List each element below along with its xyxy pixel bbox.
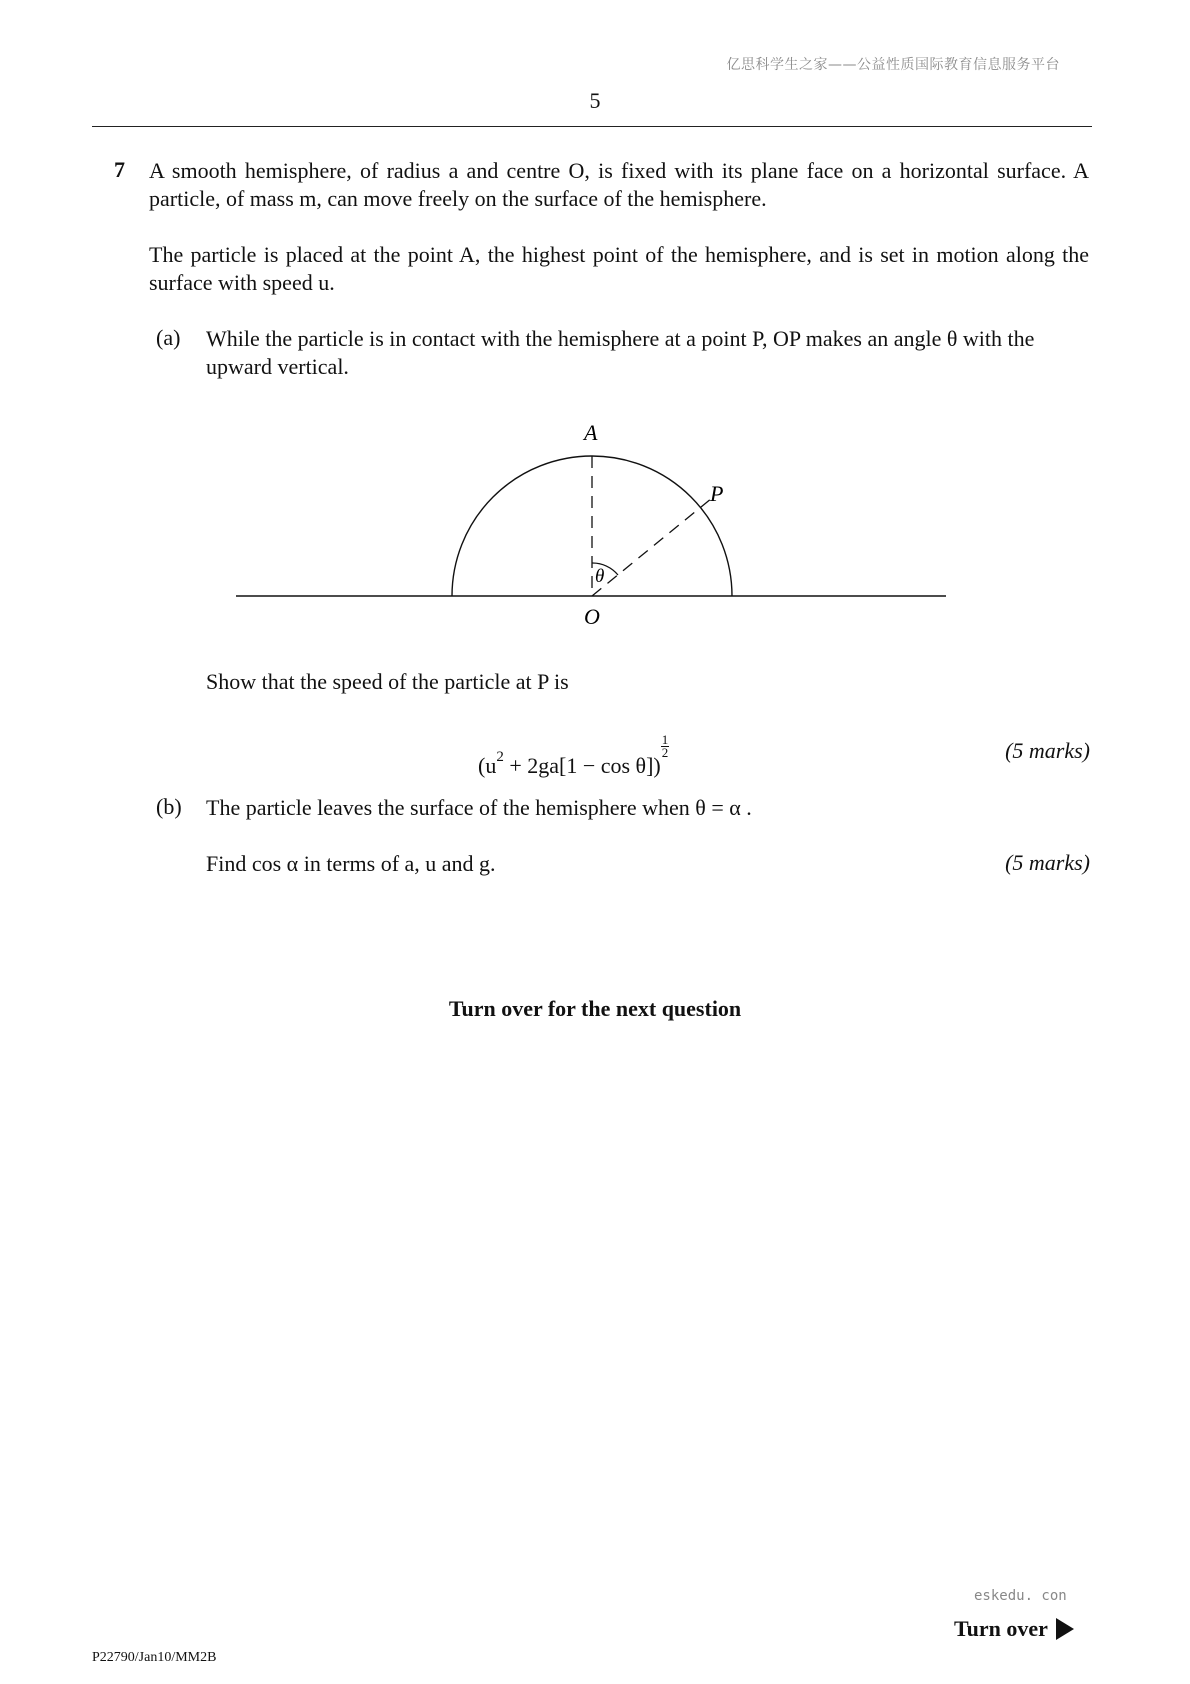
label-A: A — [584, 420, 598, 445]
question-intro-1: A smooth hemisphere, of radius a and centre O, is fixed with its plane face on a horizontal surface. A particle, of mass m, can move freely on the surface of the hemisphere. — [149, 158, 1089, 211]
paper-code: P22790/Jan10/MM2B — [92, 1650, 217, 1665]
speed-formula — [478, 734, 669, 779]
part-b-find-text: Find cos α in terms of a, u and g. — [206, 851, 496, 876]
page-number: 5 — [589, 88, 601, 113]
label-P: P — [710, 481, 724, 506]
header-rule — [92, 126, 1092, 127]
formula-base: (u — [478, 753, 497, 778]
part-a-show-text: Show that the speed of the particle at P is — [206, 669, 569, 694]
label-theta: θ — [595, 566, 605, 587]
frac-numerator: 1 — [661, 732, 669, 747]
header-watermark: 亿思科学生之家——公益性质国际教育信息服务平台 — [726, 57, 1060, 73]
formula-rest: + 2ga[1 − cos θ]) — [503, 753, 661, 778]
formula-exponent: 2 — [496, 749, 504, 765]
turn-over — [954, 1616, 1074, 1642]
turn-over-label: Turn over — [954, 1616, 1048, 1641]
question-intro-2: The particle is placed at the point A, the highest point of the hemisphere, and is set in motion along the surface with speed u. — [149, 242, 1089, 295]
label-O: O — [584, 604, 600, 629]
frac-denominator: 2 — [661, 745, 669, 760]
op-dashed-line — [592, 498, 712, 596]
next-question-note: Turn over for the next question — [448, 996, 742, 1021]
question-number: 7 — [114, 157, 125, 182]
hemisphere-diagram — [230, 410, 960, 640]
part-a-label: (a) — [156, 325, 181, 350]
part-b-label: (b) — [156, 794, 182, 819]
part-a-marks: (5 marks) — [1005, 738, 1090, 763]
right-arrow-icon — [1056, 1618, 1074, 1640]
part-b-marks: (5 marks) — [1005, 850, 1090, 875]
part-a-text: While the particle is in contact with the hemisphere at a point P, OP makes an angle θ with the upward vertical. — [206, 326, 1035, 379]
footer-watermark: eskedu. con — [974, 1588, 1067, 1604]
formula-half-power — [661, 734, 670, 759]
part-b-text: The particle leaves the surface of the hemisphere when θ = α . — [206, 795, 752, 820]
